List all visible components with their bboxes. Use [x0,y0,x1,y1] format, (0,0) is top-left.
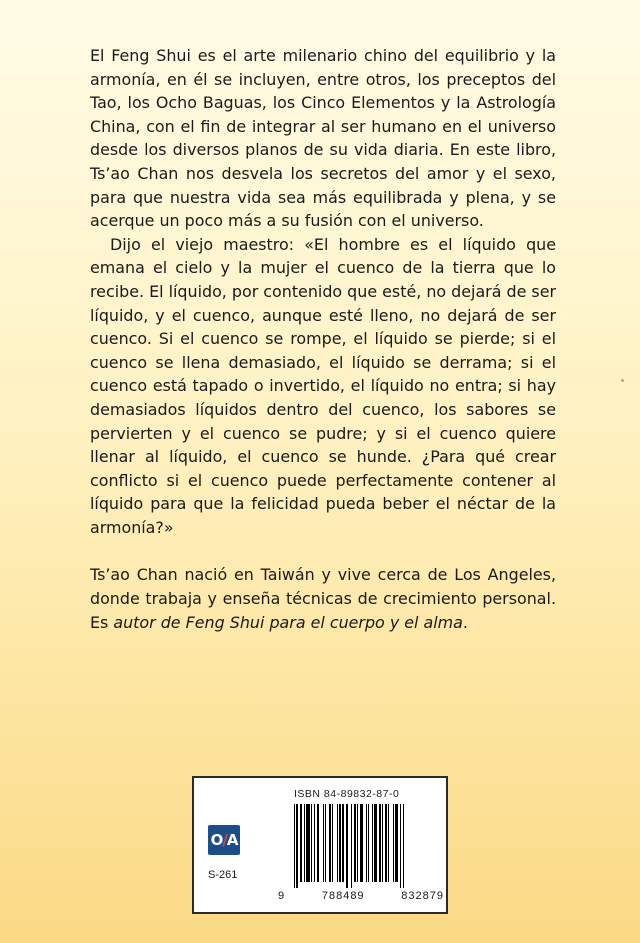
series-code: S-261 [208,869,238,881]
author-note-book-title: autor de Feng Shui para el cuerpo y el alma [113,612,463,632]
barcode-lead-digit: 9 [278,890,286,902]
isbn-number: ISBN 84-89832-87-0 [294,788,400,800]
author-note-end: . [462,612,468,632]
barcode-digits [278,890,444,902]
barcode-bars [294,804,440,888]
author-note-text: Ts’ao Chan nació en Taiwán y vive cerca de Los Angeles, donde trabaja y enseña técnicas de crecimiento personal. Es [90,565,556,632]
blurb-paragraph-quote: Dijo el viejo maestro: «El hombre es el líquido que emana el cielo y la mujer el cuenco de la tierra que lo recibe. El líquido, por contenido que esté, no dejará de ser líquido, y el cuenco, aunque esté lleno, no dejará de ser cuenco. Si el cuenco se rompe, el líquido se pierde; si el cuenco se llena demasiado, el líquido se derrama; si el cuenco está tapado o invertido, el líquido no entra; si hay demasiados líquidos dentro del cuenco, los sabores se pervierten y el cuenco se pudre; y si el cuenco quiere llenar al líquido, el cuenco se hunde. ¿Para qué crear conflicto si el cuenco puede perfectamente contener al líquido para que la felicidad pueda beber el néctar de la armonía?» [90,234,557,537]
barcode-digit-group-1: 788489 [321,890,365,902]
print-speck [621,379,624,382]
back-cover-blurb [90,44,556,634]
publisher-logo [208,825,240,855]
publisher-logo-mark: O/A [210,831,238,849]
blurb-paragraph-intro: El Feng Shui es el arte milenario chino del equilibrio y la armonía, en él se incluyen, entre otros, los preceptos del Tao, los Ocho Baguas, los Cinco Elementos y la Astrología China, con el fin de integrar al ser humano en el universo desde los diversos planos de su vida diaria. En este libro, Ts’ao Chan nos desvela los secretos del amor y el sexo, para que nuestra vida sea más equilibrada y plena, y se acerque un poco más a su fusión con el universo. [90,46,556,231]
barcode-digit-group-2: 832879 [401,890,444,902]
barcode-bar [403,804,404,888]
barcode-panel [192,776,448,914]
author-note [90,563,556,634]
